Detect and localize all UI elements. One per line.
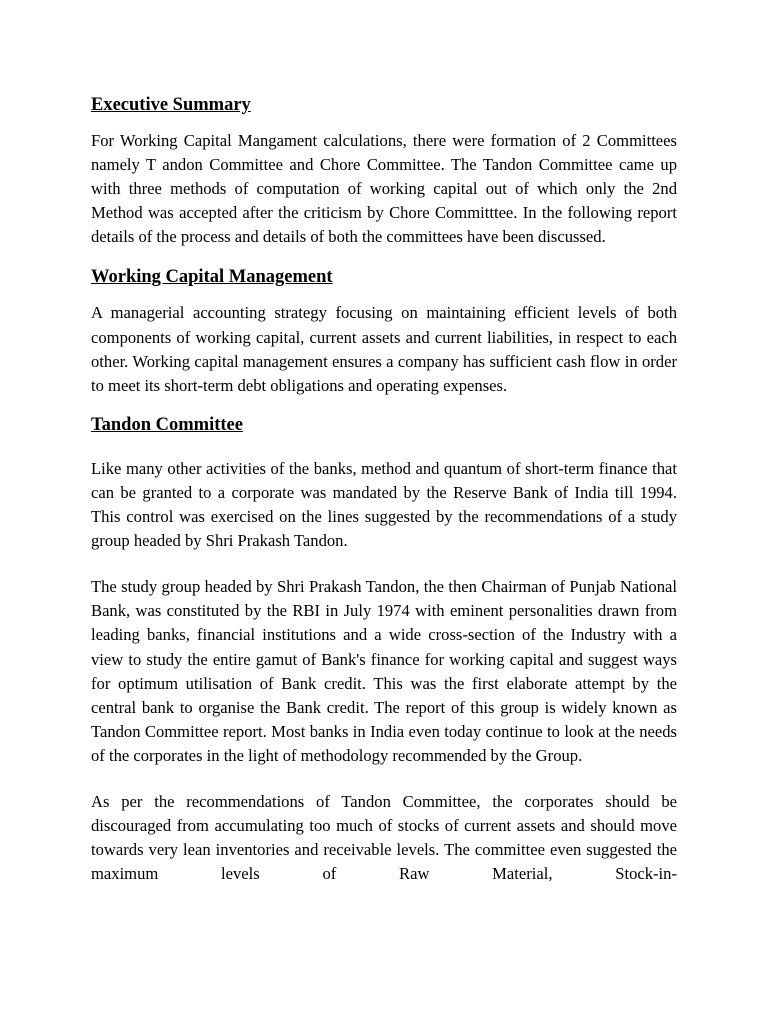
paragraph-tandon-2: The study group headed by Shri Prakash Tandon, the then Chairman of Punjab National Bank, was constituted by the RBI in July 1974 with eminent personalities drawn from leading banks, financial institutions and a wide cross-section of the Industry with a view to study the entire gamut of Bank's finance for working capital and suggest ways for optimum utilisation of Bank credit. This was the first elaborate attempt by the central bank to organise the Bank credit. The report of this group is widely known as Tandon Committee report. Most banks in India even today continue to look at the needs of the corporates in the light of methodology recommended by the Group. [91,577,677,765]
paragraph-working-capital-management: A managerial accounting strategy focusing on maintaining efficient levels of both components of working capital, current assets and current liabilities, in respect to each other. Working capital management ensures a company has sufficient cash flow in order to meet its short-term debt obligations and operating expenses. [91,303,677,395]
paragraph-tandon-3: As per the recommendations of Tandon Committee, the corporates should be discouraged from accumulating too much of stocks of current assets and should move towards very lean inventories and receivable levels. The committee even suggested the maximum levels of Raw Material, Stock-in- [91,791,677,884]
paragraph-executive-summary: For Working Capital Mangament calculations, there were formation of 2 Committees namely T andon Committee and Chore Committee. The Tandon Committee came up with three methods of computation of working capital out of which only the 2nd Method was accepted after the criticism by Chore Committtee. In the following report details of the process and details of both the committees have been discussed. [91,131,677,247]
heading-executive-summary: Executive Summary [91,95,251,115]
heading-working-capital-management: Working Capital Management [91,267,333,288]
paragraph-tandon-1: Like many other activities of the banks, method and quantum of short-term finance that can be granted to a corporate was mandated by the Reserve Bank of India till 1994. This control was exercised on the lines suggested by the recommendations of a study group headed by Shri Prakash Tandon. [91,458,677,551]
heading-tandon-committee: Tandon Committee [91,414,243,435]
